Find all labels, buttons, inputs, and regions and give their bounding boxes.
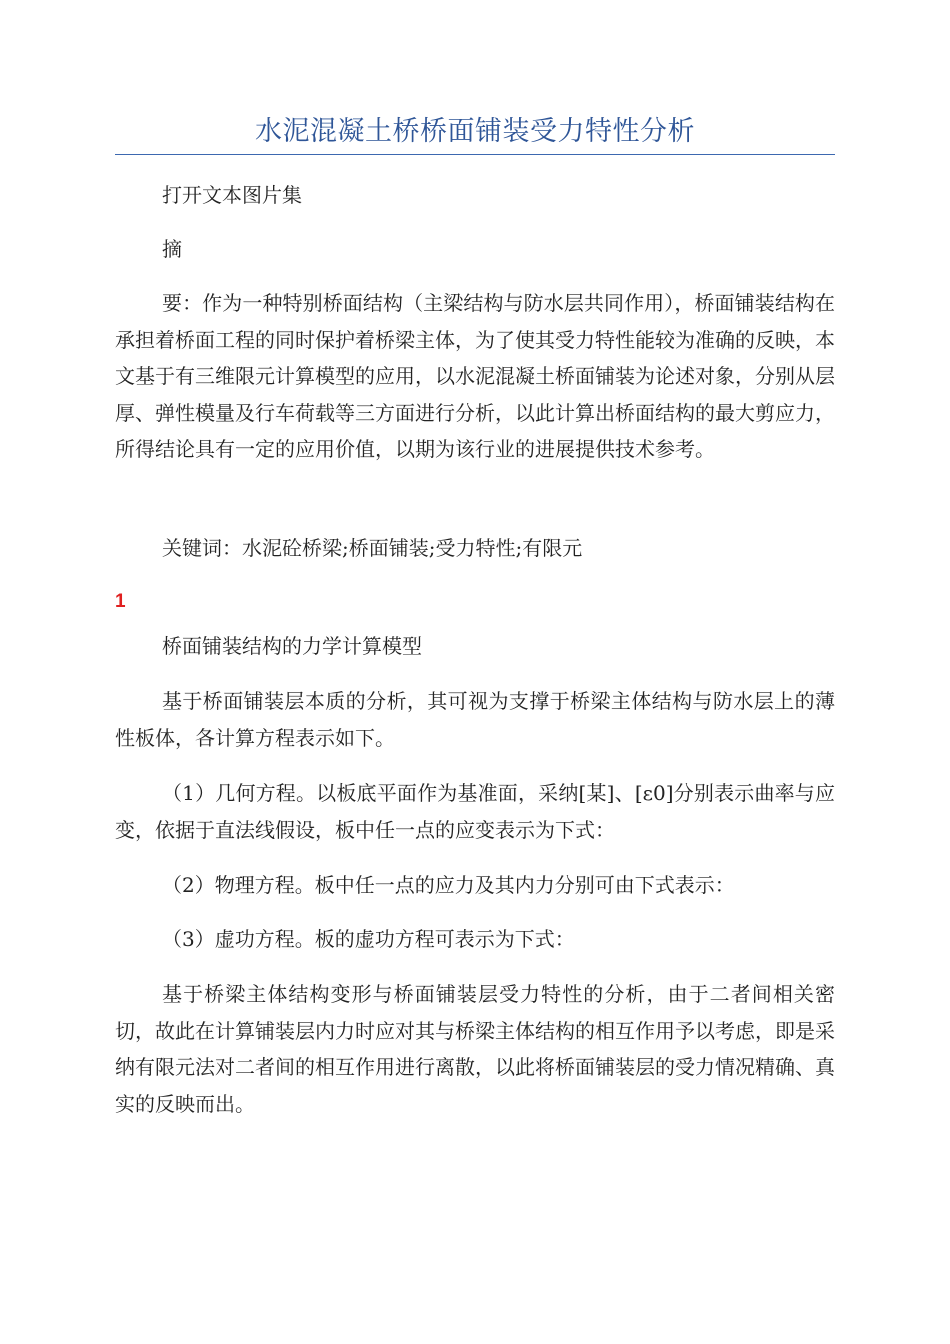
geometry-equation-paragraph: （1）几何方程。以板底平面作为基准面，采纳[某]、[ε0]分别表示曲率与应变，依据于直法线假设，板中任一点的应变表示为下式： [115,781,835,842]
intro-paragraph: 基于桥面铺装层本质的分析，其可视为支撑于桥梁主体结构与防水层上的薄性板体，各计算方程表示如下。 [115,689,835,750]
document-title: 水泥混凝土桥桥面铺装受力特性分析 [255,116,695,147]
conclusion-paragraph: 基于桥梁主体结构变形与桥面铺装层受力特性的分析，由于二者间相关密切，故此在计算铺装层内力时应对其与桥梁主体结构的相互作用予以考虑，即是采纳有限元法对二者间的相互作用进行离散，以此将桥面铺装层的受力情况精确、真实的反映而出。 [115,982,835,1116]
section-title: 桥面铺装结构的力学计算模型 [162,634,422,658]
virtual-work-equation-paragraph: （3）虚功方程。板的虚功方程可表示为下式： [162,927,575,951]
abstract-paragraph: 要：作为一种特别桥面结构（主梁结构与防水层共同作用），桥面铺装结构在承担着桥面工程的同时保护着桥梁主体，为了使其受力特性能较为准确的反映，本文基于有三维限元计算模型的应用，以水泥混凝土桥面铺装为论述对象，分别从层厚、弹性模量及行车荷载等三方面进行分析，以此计算出桥面结构的最大剪应力，所得结论具有一定的应用价值，以期为该行业的进展提供技术参考。 [115,291,835,461]
section-number: 1 [115,591,126,612]
abstract-heading: 摘 [162,237,182,261]
title-underline [115,154,835,155]
keywords-line: 关键词：水泥砼桥梁;桥面铺装;受力特性;有限元 [162,536,583,560]
physics-equation-paragraph: （2）物理方程。板中任一点的应力及其内力分别可由下式表示： [162,873,735,897]
open-image-set-text: 打开文本图片集 [162,183,302,207]
